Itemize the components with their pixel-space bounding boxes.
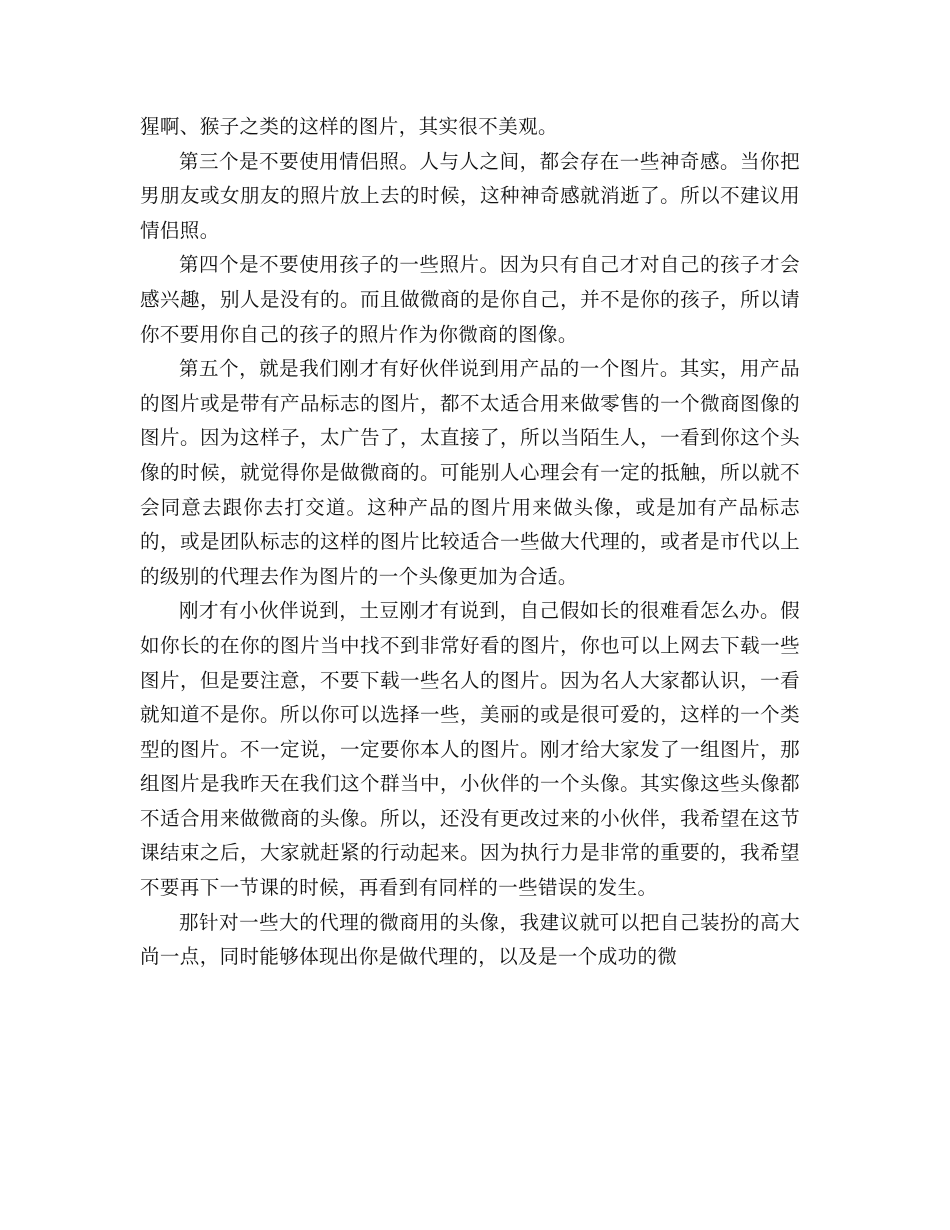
paragraph-large-agent: 那针对一些大的代理的微商用的头像，我建议就可以把自己装扮的高大尚一点，同时能够体现出你是做代理的，以及是一个成功的微 (140, 910, 800, 969)
paragraph-couple-photo: 第三个是不要使用情侣照。人与人之间，都会存在一些神奇感。当你把男朋友或女朋友的照片放上去的时候，这种神奇感就消逝了。所以不建议用情侣照。 (140, 149, 800, 242)
paragraph-child-photo: 第四个是不要使用孩子的一些照片。因为只有自己才对自己的孩子才会感兴趣，别人是没有的。而且做微商的是你自己，并不是你的孩子，所以请你不要用你自己的孩子的照片作为你微商的图像。 (140, 253, 800, 346)
paragraph-continuation: 猩啊、猴子之类的这样的图片，其实很不美观。 (140, 115, 558, 138)
paragraph-appearance: 刚才有小伙伴说到，土豆刚才有说到，自己假如长的很难看怎么办。假如你长的在你的图片当中找不到非常好看的图片，你也可以上网去下载一些图片，但是要注意，不要下载一些名人的图片。因为名人大家都认识，一看就知道不是你。所以你可以选择一些，美丽的或是很可爱的，这样的一个类型的图片。不一定说，一定要你本人的图片。刚才给大家发了一组图片，那组图片是我昨天在我们这个群当中，小伙伴的一个头像。其实像这些头像都不适合用来做微商的头像。所以，还没有更改过来的小伙伴，我希望在这节课结束之后，大家就赶紧的行动起来。因为执行力是非常的重要的，我希望不要再下一节课的时候，再看到有同样的一些错误的发生。 (140, 599, 800, 900)
body-text (140, 110, 800, 975)
paragraph-product-photo: 第五个，就是我们刚才有好伙伴说到用产品的一个图片。其实，用产品的图片或是带有产品标志的图片，都不太适合用来做零售的一个微商图像的图片。因为这样子，太广告了，太直接了，所以当陌生人，一看到你这个头像的时候，就觉得你是做微商的。可能别人心理会有一定的抵触，所以就不会同意去跟你去打交道。这种产品的图片用来做头像，或是加有产品标志的，或是团队标志的这样的图片比较适合一些做大代理的，或者是市代以上的级别的代理去作为图片的一个头像更加为合适。 (140, 357, 800, 588)
